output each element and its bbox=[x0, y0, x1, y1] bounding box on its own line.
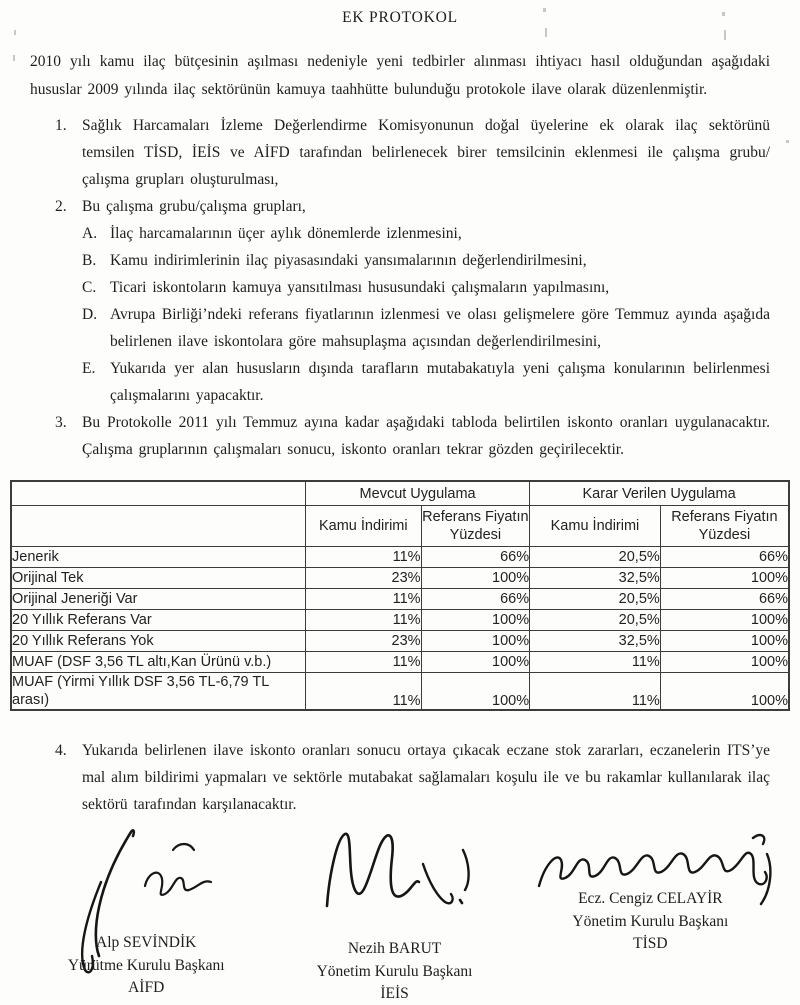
scan-speck bbox=[13, 55, 15, 61]
sub-item-letter: B. bbox=[82, 252, 97, 269]
cell-value: 11% bbox=[306, 589, 422, 610]
cell-value: 20,5% bbox=[530, 610, 661, 631]
sub-item-text: Ticari iskontoların kamuya yansıtılması hususundaki çalışmaların yapılmasını, bbox=[110, 279, 610, 296]
list-item-number: 1. bbox=[55, 117, 67, 134]
list-item-4 bbox=[55, 737, 770, 818]
list-item-text: Sağlık Harcamaları İzleme Değerlendirme Komisyonunun doğal üyelerine ek olarak ilaç sektörünü temsilen TİSD, İEİS ve AİFD tarafından belirlenecek birer temsilcinin eklenmesi ile çalışma grubu/çalışma grupları oluşturulması, bbox=[82, 117, 770, 188]
sub-item-D bbox=[82, 301, 770, 355]
list-item-number: 4. bbox=[55, 742, 67, 759]
cell-value: 100% bbox=[421, 631, 530, 652]
cell-value: 100% bbox=[421, 652, 530, 673]
row-label: 20 Yıllık Referans Var bbox=[11, 610, 306, 631]
sub-item-C bbox=[82, 274, 770, 301]
table-row bbox=[11, 673, 789, 711]
list-item-2 bbox=[55, 193, 770, 220]
scan-speck bbox=[545, 28, 547, 37]
signature-block-tisd bbox=[519, 824, 782, 1005]
table-row bbox=[11, 568, 789, 589]
sub-item-text: Avrupa Birliği’ndeki referans fiyatlarının izlenmesi ve olası gelişmelere göre Temmuz ayında aşağıda belirlenen ilave iskontolara göre mahsuplaşma açısından değerlendirilmesini, bbox=[110, 306, 770, 350]
cell-value: 100% bbox=[421, 610, 530, 631]
signature-block-aifd bbox=[22, 824, 270, 1005]
table-row bbox=[11, 547, 789, 568]
cell-value: 32,5% bbox=[530, 631, 661, 652]
table-row bbox=[11, 652, 789, 673]
table-group-header-row bbox=[11, 481, 789, 506]
signatory-org: AİFD bbox=[128, 979, 165, 996]
scan-speck bbox=[543, 8, 546, 12]
cell-value: 23% bbox=[306, 631, 422, 652]
cell-value: 66% bbox=[421, 589, 530, 610]
group-header-current: Mevcut Uygulama bbox=[306, 481, 530, 506]
row-label: Orijinal Jeneriği Var bbox=[11, 589, 306, 610]
cell-value: 20,5% bbox=[530, 589, 661, 610]
intro-paragraph: 2010 yılı kamu ilaç bütçesinin aşılması nedeniyle yeni tedbirler alınması ihtiyacı hasıl olduğundan aşağıdaki hususlar 2009 yılında ilaç sektörünün kamuya taahhütte bulunduğu protokole ilave olarak düzenlenmiştir. bbox=[30, 53, 770, 98]
signatory-name: Ecz. Cengiz CELAYİR bbox=[578, 890, 723, 907]
signatory-role: Yönetim Kurulu Başkanı bbox=[572, 912, 729, 930]
list-item-number: 3. bbox=[55, 414, 67, 431]
cell-value: 11% bbox=[306, 673, 422, 711]
signatory-role: Yürütme Kurulu Başkanı bbox=[67, 956, 225, 974]
col-header: Kamu İndirimi bbox=[306, 506, 422, 547]
cell-value: 100% bbox=[660, 568, 789, 589]
scan-speck bbox=[724, 30, 726, 40]
numbered-list bbox=[55, 112, 770, 463]
cell-value: 11% bbox=[530, 673, 661, 711]
signatory-org: TİSD bbox=[633, 935, 668, 952]
col-header: Referans Fiyatın Yüzdesi bbox=[660, 506, 789, 547]
signatory-org: İEİS bbox=[380, 985, 409, 1002]
col-header: Kamu İndirimi bbox=[530, 506, 661, 547]
row-label: Orijinal Tek bbox=[11, 568, 306, 589]
table-row bbox=[11, 610, 789, 631]
discount-rates-table bbox=[10, 480, 790, 711]
cell-value: 100% bbox=[660, 652, 789, 673]
sub-item-letter: D. bbox=[82, 306, 98, 323]
list-item-text: Bu çalışma grubu/çalışma grupları, bbox=[82, 198, 306, 215]
cell-value: 100% bbox=[660, 610, 789, 631]
sub-item-E bbox=[82, 355, 770, 409]
signatory-name: Alp SEVİNDİK bbox=[96, 934, 197, 951]
signature-block-ieis bbox=[270, 824, 518, 1005]
cell-value: 100% bbox=[660, 631, 789, 652]
scan-speck bbox=[722, 12, 725, 16]
scan-speck bbox=[786, 140, 789, 143]
list-item-1 bbox=[55, 112, 770, 193]
signatory-role: Yönetim Kurulu Başkanı bbox=[316, 962, 473, 980]
signature-row bbox=[22, 824, 782, 1005]
cell-value: 100% bbox=[421, 568, 530, 589]
cell-value: 11% bbox=[306, 547, 422, 568]
cell-value: 66% bbox=[421, 547, 530, 568]
sub-item-text: Yukarıda yer alan hususların dışında tarafların mutabakatıyla yeni çalışma konularının belirlenmesi çalışmalarını yapacaktır. bbox=[110, 360, 770, 404]
sub-item-B bbox=[82, 247, 770, 274]
col-header: Referans Fiyatın Yüzdesi bbox=[421, 506, 530, 547]
group-header-decided: Karar Verilen Uygulama bbox=[530, 481, 789, 506]
signature-scribble-icon bbox=[305, 824, 485, 934]
page-title: EK PROTOKOL bbox=[342, 9, 458, 26]
cell-value: 11% bbox=[306, 610, 422, 631]
cell-value: 32,5% bbox=[530, 568, 661, 589]
list-item-text: Yukarıda belirlenen ilave iskonto oranları sonucu ortaya çıkacak eczane stok zararları, eczanelerin ITS’ye mal alım bildirimi yapmaları ve sektörle mutabakat sağlamaları koşulu ile ve bu rakamlar kullanılarak ilaç sektörü tarafından karşılanacaktır. bbox=[82, 742, 770, 813]
sub-item-letter: A. bbox=[82, 225, 98, 242]
sub-item-letter: C. bbox=[82, 279, 97, 296]
row-label: Jenerik bbox=[11, 547, 306, 568]
cell-value: 66% bbox=[660, 547, 789, 568]
empty-header-cell bbox=[11, 506, 306, 547]
list-item-number: 2. bbox=[55, 198, 67, 215]
row-label: MUAF (DSF 3,56 TL altı,Kan Ürünü v.b.) bbox=[11, 652, 306, 673]
signatory-name: Nezih BARUT bbox=[347, 940, 442, 957]
list-item-text: Bu Protokolle 2011 yılı Temmuz ayına kadar aşağıdaki tabloda belirtilen iskonto oranları uygulanacaktır. Çalışma gruplarının çalışmaları sonucu, iskonto oranları tekrar gözden geçirilecektir. bbox=[82, 414, 770, 458]
scan-speck bbox=[14, 30, 16, 35]
cell-value: 20,5% bbox=[530, 547, 661, 568]
row-label: 20 Yıllık Referans Yok bbox=[11, 631, 306, 652]
cell-value: 100% bbox=[421, 673, 530, 711]
sub-item-A bbox=[82, 220, 770, 247]
sub-item-text: Kamu indirimlerinin ilaç piyasasındaki yansımalarının değerlendirilmesini, bbox=[110, 252, 587, 269]
cell-value: 11% bbox=[530, 652, 661, 673]
empty-header-cell bbox=[11, 481, 306, 506]
cell-value: 100% bbox=[660, 673, 789, 711]
cell-value: 23% bbox=[306, 568, 422, 589]
table-row bbox=[11, 589, 789, 610]
sub-item-text: İlaç harcamalarının üçer aylık dönemlerde izlenmesini, bbox=[110, 225, 462, 242]
sub-item-letter: E. bbox=[82, 360, 96, 377]
row-label: MUAF (Yirmi Yıllık DSF 3,56 TL-6,79 TL arası) bbox=[11, 673, 306, 711]
cell-value: 11% bbox=[306, 652, 422, 673]
cell-value: 66% bbox=[660, 589, 789, 610]
list-item-3 bbox=[55, 409, 770, 463]
table-row bbox=[11, 631, 789, 652]
table-subheader-row bbox=[11, 506, 789, 547]
